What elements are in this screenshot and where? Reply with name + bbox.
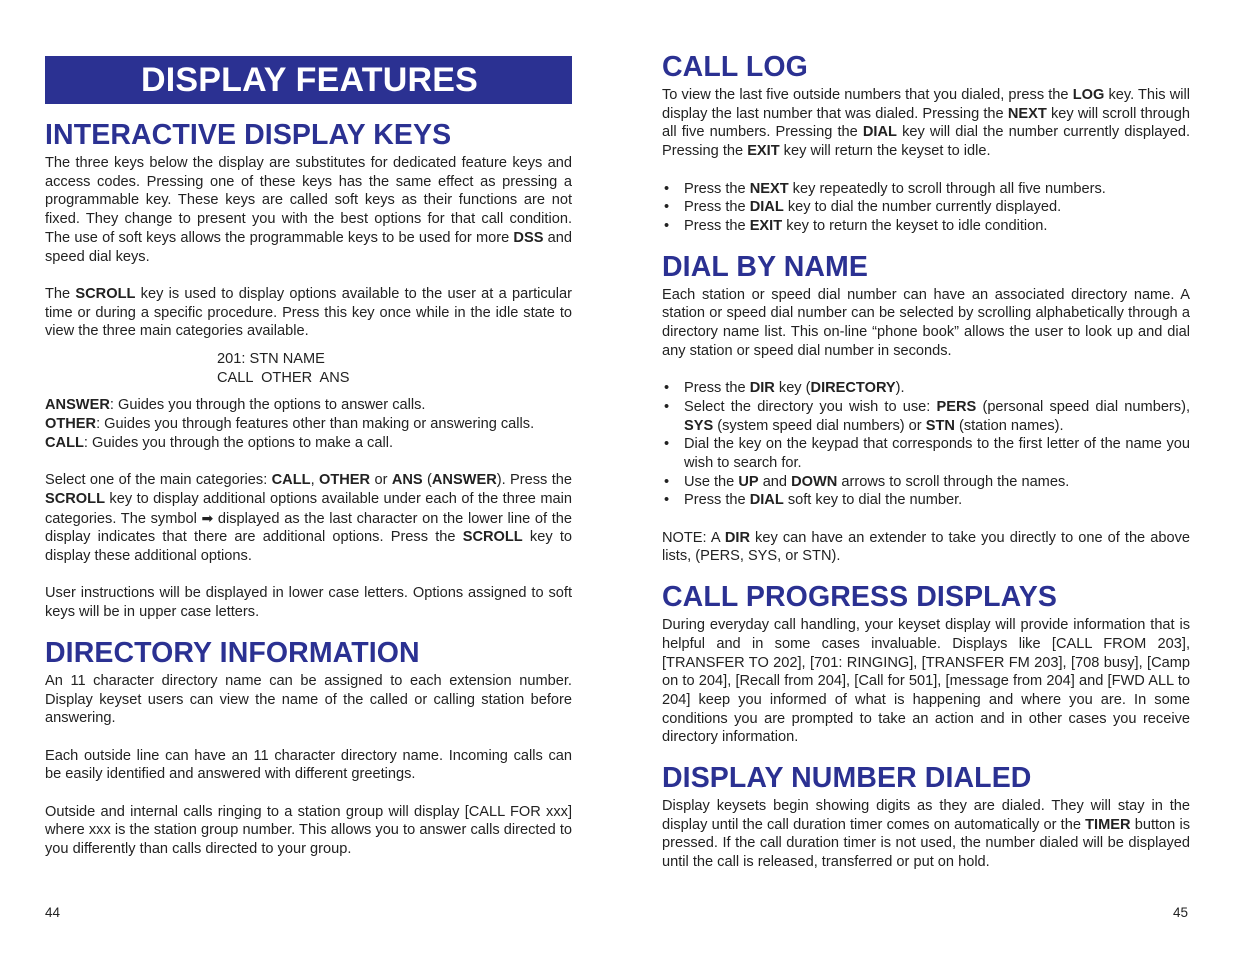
left-page — [45, 56, 572, 859]
right-page — [662, 50, 1190, 872]
heading-directory-information: DIRECTORY INFORMATION — [45, 636, 420, 669]
definition-call: CALL: Guides you through the options to make a call. — [45, 434, 394, 451]
list-item: • Press the DIR key (DIRECTORY). — [662, 379, 1190, 398]
list-item: • Press the EXIT key to return the keyset to idle condition. — [662, 217, 1190, 236]
page-number-right: 45 — [1173, 905, 1189, 920]
heading-call-log: CALL LOG — [662, 51, 808, 83]
list-item: • Select the directory you wish to use: PERS (personal speed dial numbers), SYS (system speed dial numbers) or STN (station names). — [662, 398, 1190, 435]
paragraph-directory-1: An 11 character directory name can be assigned to each extension number. Display keyset users can view the name of the called or calling station before answering. — [45, 672, 572, 727]
definition-answer: ANSWER: Guides you through the options to answer calls. — [45, 397, 426, 414]
heading-display-number-dialed: DISPLAY NUMBER DIALED — [662, 762, 1032, 795]
paragraph-soft-keys: The three keys below the display are substitutes for dedicated feature keys and access codes. Pressing one of these keys has the same effect as pressing a programmable key. These keys are called soft keys as their functions are not fixed. They change to present you with the best options for that call condition. The use of soft keys allows the programmable keys to be used for more DSS and speed dial keys. — [45, 155, 572, 265]
paragraph-call-progress: During everyday call handling, your keyset display will provide information that is helpful and in some cases invaluable. Displays like [CALL FROM 203], [TRANSFER TO 202], [701: RINGING], [TRANSFER FM 203], [708 busy], [Camp on to 204], [Recall from 204], [Call for 501], [message from 204] and [FWD ALL to 204] keep you informed of what is happening and where you are. In some conditions you are prompted to take an action and in other cases you receive directory information. — [662, 617, 1190, 746]
display-example — [217, 350, 572, 387]
display-line-2: CALL OTHER ANS — [217, 369, 350, 386]
dial-by-name-steps — [662, 379, 1190, 510]
paragraph-case-letters: User instructions will be displayed in lower case letters. Options assigned to soft keys will be in upper case letters. — [45, 585, 572, 621]
paragraph-call-log: To view the last five outside numbers that you dialed, press the LOG key. This will display the last number that was dialed. Pressing the NEXT key will scroll through all five numbers. Pressing the DIAL key will dial the number currently displayed. Pressing the EXIT key will return the keyset to idle. — [662, 87, 1191, 160]
paragraph-scroll-key: The SCROLL key is used to display options available to the user at a particular time or during a specific procedure. Press this key once while in the idle state to view the three main categories available. — [45, 285, 572, 340]
note-dir-key: NOTE: A DIR key can have an extender to take you directly to one of the above lists, (PERS, SYS, or STN). — [662, 529, 1190, 565]
heading-dial-by-name: DIAL BY NAME — [662, 250, 869, 283]
paragraph-dial-by-name: Each station or speed dial number can have an associated directory name. A station or speed dial number can be selected by scrolling alphabetically through a directory name list. This on-line “phone book” allows the user to look up and dial any station or speed dial number in seconds. — [662, 286, 1190, 359]
paragraph-directory-2: Each outside line can have an 11 character directory name. Incoming calls can be easily identified and answered with different greetings. — [45, 747, 572, 783]
arrow-right-icon: ➡ — [201, 509, 214, 526]
paragraph-main-categories: Select one of the main categories: CALL, OTHER or ANS (ANSWER). Press the SCROLL key to display additional options available under each of the three main categories. The symbol ➡ displayed as the last character on the lower line of the display indicates that there are additional options. Press the SCROLL key to display these additional options. — [45, 472, 573, 565]
list-item: • Dial the key on the keypad that corresponds to the first letter of the name you wish to search for. — [662, 435, 1190, 472]
paragraph-number-dialed: Display keysets begin showing digits as they are dialed. They will stay in the display until the call duration timer comes on automatically or the TIMER button is pressed. If the call duration timer is not used, the number dialed will be displayed until the call is released, transferred or put on hold. — [662, 798, 1190, 871]
list-item: • Press the NEXT key repeatedly to scroll through all five numbers. — [662, 180, 1190, 199]
display-line-1: 201: STN NAME — [217, 351, 325, 368]
page-banner: DISPLAY FEATURES — [45, 56, 572, 104]
call-log-steps — [662, 180, 1190, 236]
heading-call-progress-displays: CALL PROGRESS DISPLAYS — [662, 581, 1057, 614]
list-item: • Use the UP and DOWN arrows to scroll through the names. — [662, 473, 1190, 492]
list-item: • Press the DIAL key to dial the number currently displayed. — [662, 198, 1190, 217]
definition-other: OTHER: Guides you through features other than making or answering calls. — [45, 416, 535, 433]
paragraph-directory-3: Outside and internal calls ringing to a station group will display [CALL FOR xxx] where xxx is the station group number. This allows you to answer calls directed to you differently than calls directed to your group. — [45, 803, 572, 858]
page-number-left: 44 — [45, 905, 61, 920]
list-item: • Press the DIAL soft key to dial the number. — [662, 491, 1190, 510]
heading-interactive-display-keys: INTERACTIVE DISPLAY KEYS — [45, 119, 452, 151]
